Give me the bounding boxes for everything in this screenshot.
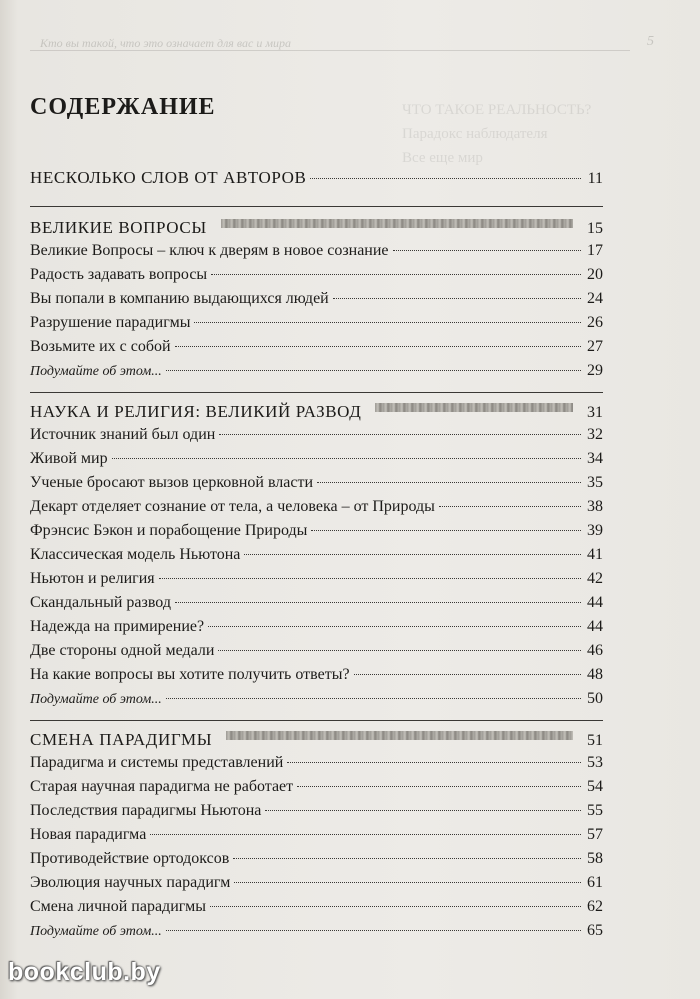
toc-label: Эволюция научных парадигм	[30, 874, 231, 891]
toc-entry[interactable]	[30, 498, 603, 522]
toc-entry[interactable]	[30, 474, 603, 498]
toc-page-number: 35	[587, 474, 603, 491]
toc-page-number: 32	[587, 426, 603, 443]
toc-page-number: 44	[587, 594, 603, 611]
bleed-through-text: ЧТО ТАКОЕ РЕАЛЬНОСТЬ? Парадокс наблюдателя Все еще мир	[402, 102, 592, 166]
chapter-decorative-bar	[221, 219, 573, 228]
toc-page-number: 41	[587, 546, 603, 563]
toc-page-number: 15	[587, 220, 603, 237]
toc-label: Две стороны одной медали	[30, 642, 215, 659]
toc-label: Разрушение парадигмы	[30, 314, 191, 331]
dot-leader	[166, 698, 581, 699]
dot-leader	[211, 274, 581, 275]
chapter-rule	[30, 206, 603, 207]
toc-entry[interactable]	[30, 802, 603, 826]
page-number: 5	[647, 34, 654, 49]
toc-entry[interactable]	[30, 594, 603, 618]
toc-page-number: 44	[587, 618, 603, 635]
toc-entry[interactable]	[30, 898, 603, 922]
toc-entry[interactable]	[30, 874, 603, 898]
dot-leader	[311, 530, 581, 531]
toc-label: Новая парадигма	[30, 826, 147, 843]
toc-entry[interactable]	[30, 642, 603, 666]
toc-label: НАУКА И РЕЛИГИЯ: ВЕЛИКИЙ РАЗВОД	[30, 402, 362, 421]
toc-label: СМЕНА ПАРАДИГМЫ	[30, 730, 213, 749]
toc-label: Источник знаний был один	[30, 426, 216, 443]
dot-leader	[310, 178, 581, 179]
toc-label: На какие вопросы вы хотите получить ответы?	[30, 666, 350, 683]
toc-page-number: 27	[587, 338, 603, 355]
dot-leader	[244, 554, 581, 555]
chapter-rule	[30, 392, 603, 393]
toc-label: Скандальный развод	[30, 594, 171, 611]
toc-entry[interactable]	[30, 266, 603, 290]
dot-leader	[159, 578, 581, 579]
toc-entry[interactable]	[30, 426, 603, 450]
toc-label: ВЕЛИКИЕ ВОПРОСЫ	[30, 218, 207, 237]
dot-leader	[393, 250, 581, 251]
toc-page-number: 57	[587, 826, 603, 843]
toc-label: Радость задавать вопросы	[30, 266, 208, 283]
toc-label: Вы попали в компанию выдающихся людей	[30, 290, 329, 307]
dot-leader	[297, 786, 581, 787]
toc-page-number: 31	[587, 404, 603, 421]
toc-label: Старая научная парадигма не работает	[30, 778, 294, 795]
toc-page-number: 34	[587, 450, 603, 467]
toc-label: Декарт отделяет сознание от тела, а человека – от Природы	[30, 498, 435, 515]
dot-leader	[166, 370, 581, 371]
dot-leader	[210, 906, 581, 907]
toc-label: Ученые бросают вызов церковной власти	[30, 474, 314, 491]
toc-label: Парадигма и системы представлений	[30, 754, 284, 771]
toc-entry[interactable]	[30, 242, 603, 266]
dot-leader	[166, 930, 581, 931]
toc-page-number: 50	[587, 690, 603, 707]
toc-page-number: 46	[587, 642, 603, 659]
toc-page-number: 42	[587, 570, 603, 587]
toc-entry[interactable]	[30, 338, 603, 362]
toc-label: Живой мир	[30, 450, 108, 467]
toc-page-number: 17	[587, 242, 603, 259]
toc-chapter[interactable]	[30, 402, 603, 426]
running-head-text: Кто вы такой, что это означает для вас и мира	[40, 36, 291, 50]
dot-leader	[194, 322, 581, 323]
toc-entry[interactable]	[30, 666, 603, 690]
dot-leader	[233, 858, 581, 859]
toc-label: Последствия парадигмы Ньютона	[30, 802, 262, 819]
toc-page-number: 24	[587, 290, 603, 307]
toc-label: Надежда на примирение?	[30, 618, 205, 635]
toc-label: Великие Вопросы – ключ к дверям в новое сознание	[30, 242, 389, 259]
toc-entry[interactable]	[30, 754, 603, 778]
dot-leader	[112, 458, 581, 459]
toc-entry[interactable]	[30, 618, 603, 642]
running-head-rule	[30, 50, 630, 51]
toc-page-number: 61	[587, 874, 603, 891]
chapter-decorative-bar	[375, 403, 573, 412]
toc-entry[interactable]	[30, 314, 603, 338]
toc-chapter[interactable]	[30, 218, 603, 242]
watermark-logo: bookclub.by	[8, 958, 161, 986]
dot-leader	[234, 882, 581, 883]
toc-entry[interactable]	[30, 290, 603, 314]
toc-entry[interactable]	[30, 522, 603, 546]
toc-label: Возьмите их с собой	[30, 338, 171, 355]
dot-leader	[208, 626, 581, 627]
dot-leader	[287, 762, 581, 763]
dot-leader	[175, 602, 581, 603]
toc-page-number: 38	[587, 498, 603, 515]
toc-page-number: 55	[587, 802, 603, 819]
chapter-decorative-bar	[226, 731, 573, 740]
toc-label: Подумайте об этом...	[30, 364, 162, 379]
toc-label: Смена личной парадигмы	[30, 898, 206, 915]
dot-leader	[333, 298, 581, 299]
toc-label: Классическая модель Ньютона	[30, 546, 241, 563]
dot-leader	[219, 434, 581, 435]
toc-page-number: 65	[587, 922, 603, 939]
toc-label: Фрэнсис Бэкон и порабощение Природы	[30, 522, 308, 539]
toc-entry[interactable]	[30, 850, 603, 874]
toc-think-about-it[interactable]	[30, 362, 603, 386]
toc-page-number: 26	[587, 314, 603, 331]
toc-label: Подумайте об этом...	[30, 924, 162, 939]
toc-entry[interactable]	[30, 826, 603, 850]
toc-label: Подумайте об этом...	[30, 692, 162, 707]
toc-page-number: 11	[587, 170, 603, 187]
toc-label: Ньютон и религия	[30, 570, 155, 587]
toc-page-number: 29	[587, 362, 603, 379]
dot-leader	[265, 810, 581, 811]
toc-label: Противодействие ортодоксов	[30, 850, 230, 867]
toc-page-number: 51	[587, 732, 603, 749]
toc-page-number: 20	[587, 266, 603, 283]
dot-leader	[150, 834, 581, 835]
toc-chapter[interactable]	[30, 730, 603, 754]
toc-label: НЕСКОЛЬКО СЛОВ ОТ АВТОРОВ	[30, 168, 307, 187]
toc-page-number: 48	[587, 666, 603, 683]
toc-think-about-it[interactable]	[30, 690, 603, 714]
dot-leader	[439, 506, 581, 507]
toc-page-number: 53	[587, 754, 603, 771]
toc-page-number: 39	[587, 522, 603, 539]
dot-leader	[218, 650, 581, 651]
toc-entry[interactable]	[30, 570, 603, 594]
dot-leader	[175, 346, 581, 347]
toc-entry[interactable]	[30, 546, 603, 570]
toc-page-number: 54	[587, 778, 603, 795]
toc-page-number: 62	[587, 898, 603, 915]
dot-leader	[354, 674, 581, 675]
toc-page-number: 58	[587, 850, 603, 867]
toc-chapter[interactable]	[30, 168, 603, 192]
toc-entry[interactable]	[30, 450, 603, 474]
chapter-rule	[30, 720, 603, 721]
toc-think-about-it[interactable]	[30, 922, 603, 946]
toc-entry[interactable]	[30, 778, 603, 802]
page-title: СОДЕРЖАНИЕ	[30, 94, 216, 120]
dot-leader	[317, 482, 581, 483]
